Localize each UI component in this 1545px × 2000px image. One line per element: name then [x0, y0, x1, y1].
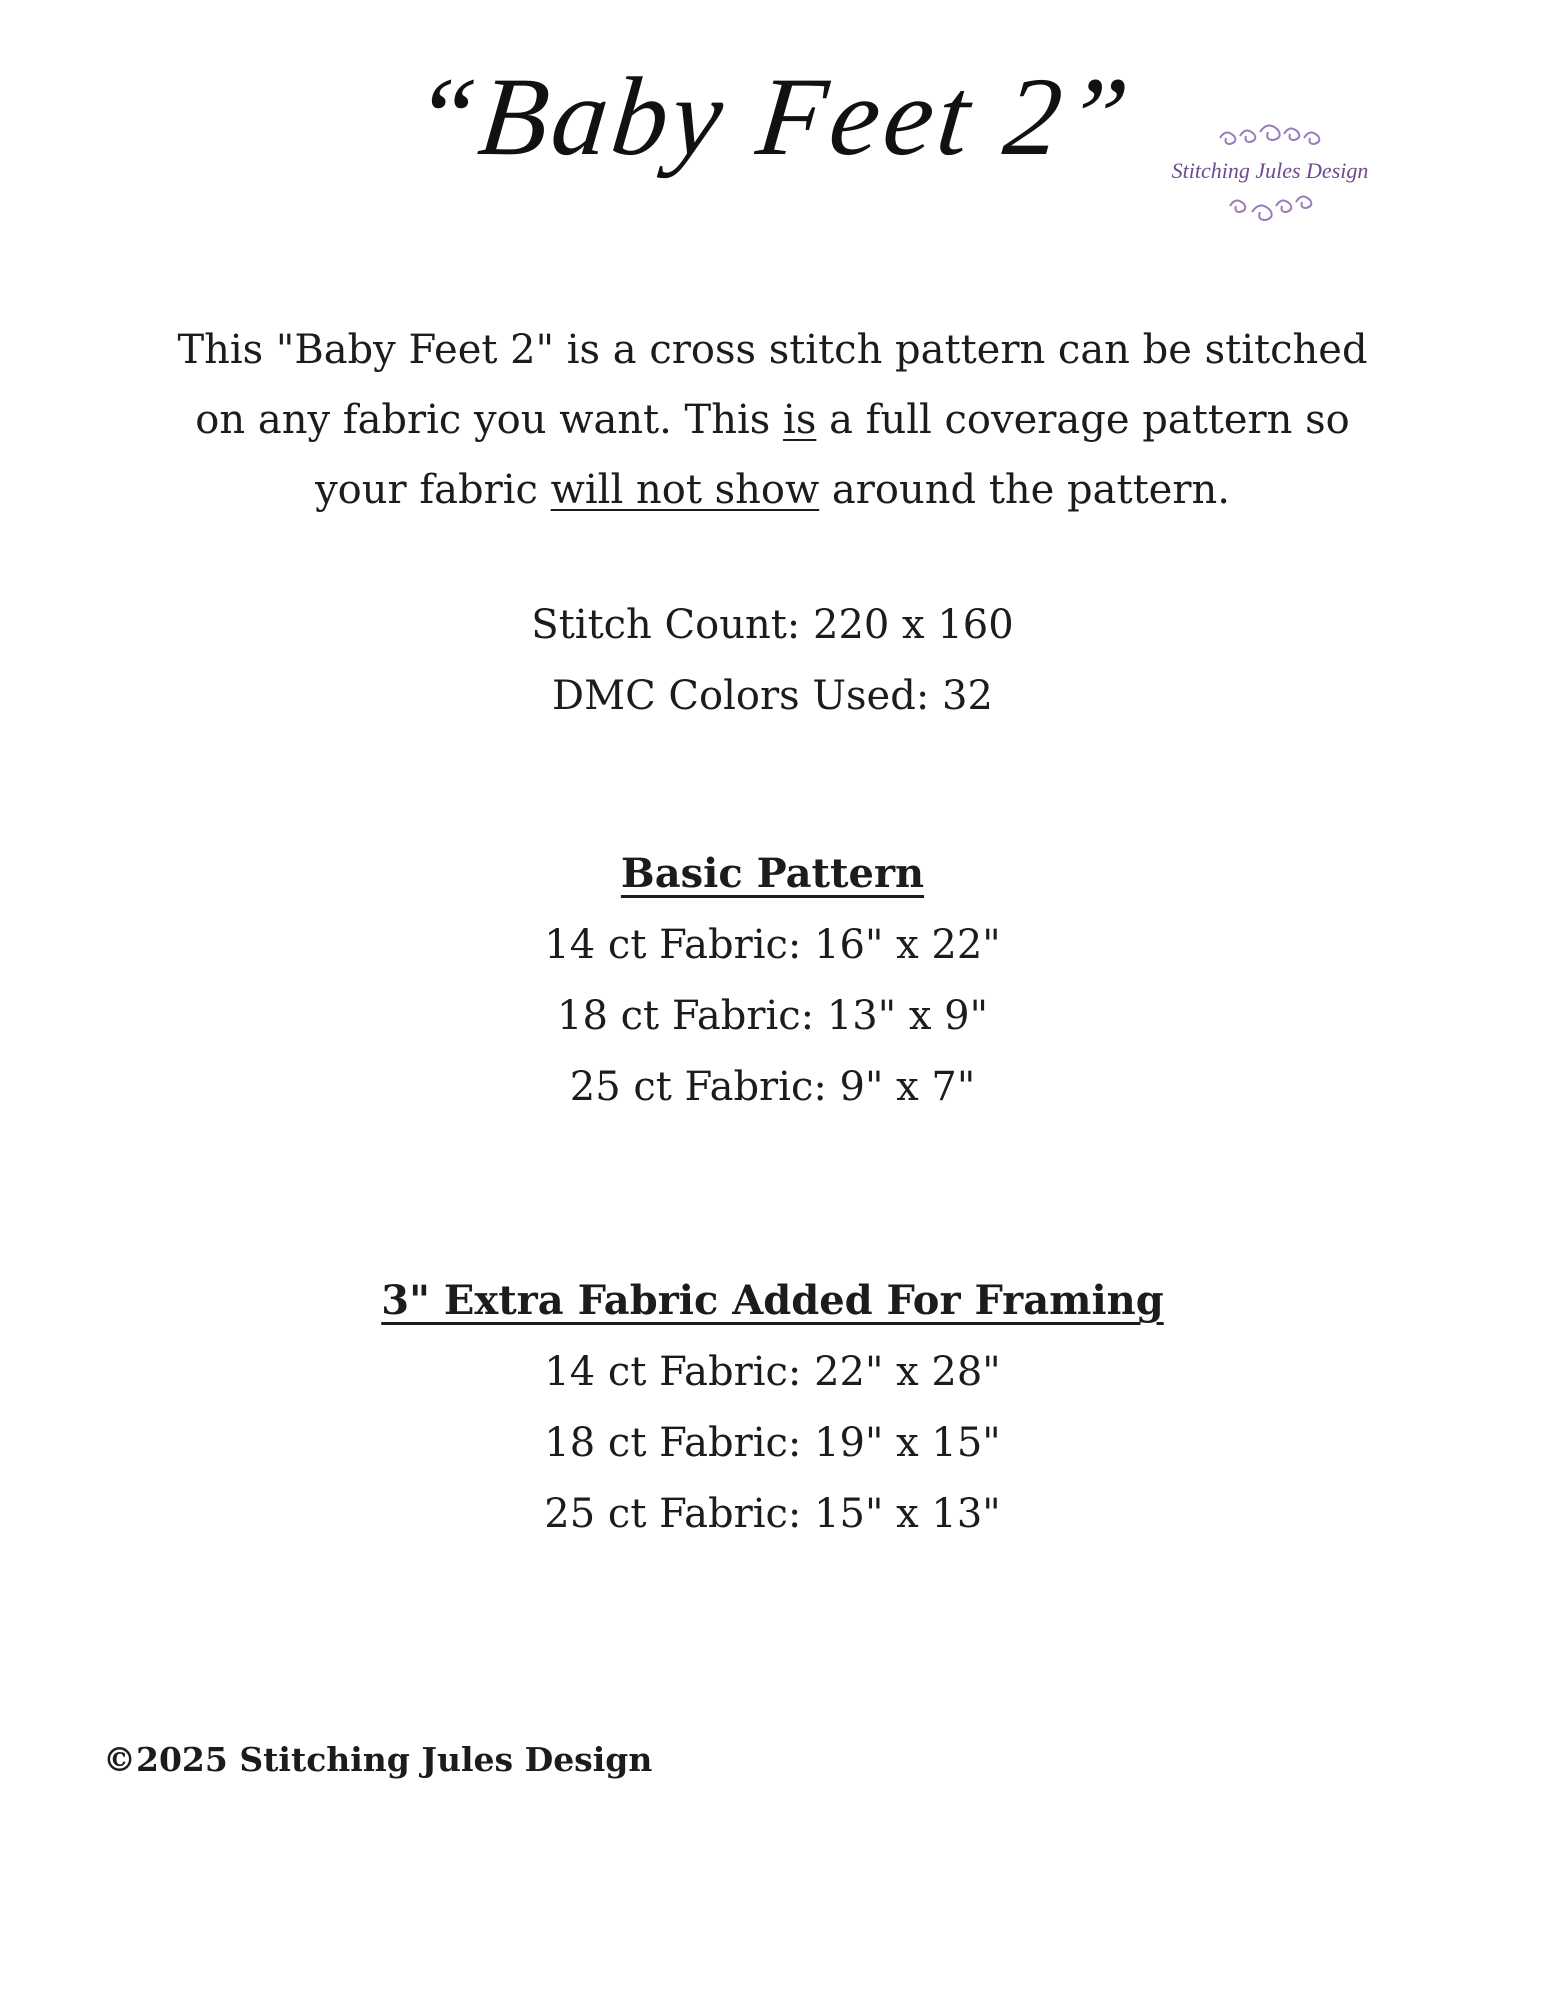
fabric-size-line: 25 ct Fabric: 15" x 13" — [544, 1491, 1001, 1537]
stitch-count: Stitch Count: 220 x 160 — [531, 602, 1014, 648]
page-title: “Baby Feet 2” — [407, 55, 1138, 179]
framing-section — [0, 1265, 1545, 1550]
fabric-size-line: 18 ct Fabric: 19" x 15" — [544, 1420, 1001, 1466]
pattern-description — [150, 315, 1395, 525]
copyright-notice: ©2025 Stitching Jules Design — [103, 1740, 653, 1779]
framing-heading: 3" Extra Fabric Added For Framing — [381, 1277, 1164, 1324]
description-text: a full coverage pattern so your fabric — [315, 397, 1350, 513]
description-text: around the pattern. — [819, 467, 1230, 513]
fabric-size-line: 25 ct Fabric: 9" x 7" — [569, 1064, 976, 1110]
brand-logo — [1160, 118, 1380, 233]
basic-pattern-heading: Basic Pattern — [620, 850, 925, 897]
fabric-size-line: 18 ct Fabric: 13" x 9" — [557, 993, 988, 1039]
description-emphasis: will not show — [550, 467, 820, 513]
pattern-stats — [0, 590, 1545, 732]
logo-text: Stitching Jules Design — [1171, 158, 1369, 183]
description-text: This "Baby Feet 2" is a cross stitch pattern can be stitched on any fabric you want. This — [177, 327, 1368, 443]
description-emphasis: is — [783, 397, 817, 443]
colors-used: DMC Colors Used: 32 — [552, 673, 993, 719]
basic-pattern-section — [0, 838, 1545, 1123]
fabric-size-line: 14 ct Fabric: 22" x 28" — [544, 1349, 1001, 1395]
fabric-size-line: 14 ct Fabric: 16" x 22" — [544, 922, 1001, 968]
